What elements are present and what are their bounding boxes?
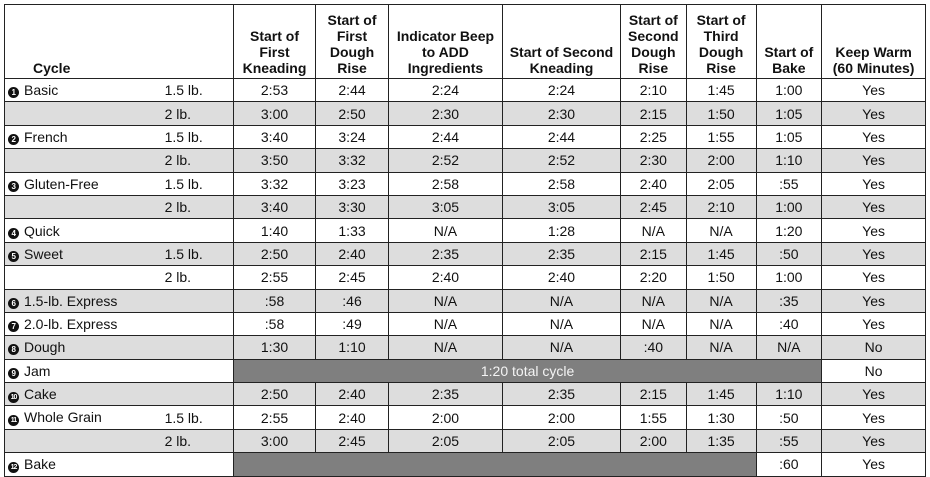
time-cell: 2:40 <box>620 172 686 195</box>
cycle-name-cell <box>5 359 162 382</box>
time-cell: 1:10 <box>756 383 822 406</box>
time-cell: 1:45 <box>686 242 756 265</box>
loaf-size-cell: 1.5 lb. <box>162 406 234 429</box>
cycle-name: Basic <box>24 82 59 99</box>
table-row <box>5 149 926 172</box>
table-row <box>5 125 926 148</box>
keep-warm-cell: Yes <box>822 149 926 172</box>
time-cell: 2:45 <box>620 195 686 218</box>
time-cell: 2:58 <box>388 172 502 195</box>
cycle-name: Sweet <box>24 245 63 262</box>
cycle-name-cell <box>5 406 162 429</box>
loaf-size-cell: 2 lb. <box>162 102 234 125</box>
keep-warm-cell: No <box>822 359 926 382</box>
time-cell: 3:50 <box>233 149 315 172</box>
loaf-size-cell <box>162 289 234 312</box>
time-cell: 3:05 <box>388 195 502 218</box>
time-cell: 1:30 <box>233 336 315 359</box>
header-start-third-dough-rise: Start of Third Dough Rise <box>686 5 756 79</box>
time-cell: 2:00 <box>620 429 686 452</box>
table-row <box>5 219 926 242</box>
time-cell: 2:05 <box>388 429 502 452</box>
time-cell: :50 <box>756 242 822 265</box>
time-cell: 3:40 <box>233 125 315 148</box>
time-cell: 2:40 <box>316 242 389 265</box>
cycle-name-cell <box>5 453 162 476</box>
cycle-number-badge: 12 <box>8 462 19 473</box>
time-cell: 2:55 <box>233 406 315 429</box>
loaf-size-cell: 2 lb. <box>162 266 234 289</box>
loaf-size-cell <box>162 453 234 476</box>
cycle-name-cell <box>5 336 162 359</box>
time-cell: 2:10 <box>686 195 756 218</box>
cycle-name-cell <box>5 195 162 218</box>
table-row <box>5 289 926 312</box>
table-row <box>5 453 926 476</box>
time-cell: 1:50 <box>686 102 756 125</box>
time-cell: 1:33 <box>316 219 389 242</box>
time-cell: 1:45 <box>686 79 756 102</box>
loaf-size-cell: 1.5 lb. <box>162 79 234 102</box>
cycle-name: 2.0-lb. Express <box>24 316 118 333</box>
time-cell: 1:05 <box>756 102 822 125</box>
table-row <box>5 312 926 335</box>
loaf-size-cell: 2 lb. <box>162 149 234 172</box>
cycle-name: Bake <box>24 455 56 472</box>
time-cell: 2:44 <box>388 125 502 148</box>
time-cell: 2:50 <box>233 242 315 265</box>
table-row <box>5 406 926 429</box>
time-cell: 3:32 <box>233 172 315 195</box>
time-cell: N/A <box>388 289 502 312</box>
cycle-number-badge: 4 <box>8 228 19 239</box>
cycle-name-cell <box>5 289 162 312</box>
header-row <box>5 5 926 79</box>
bake-cycle-table <box>4 4 926 477</box>
header-start-second-dough-rise: Start of Second Dough Rise <box>620 5 686 79</box>
time-cell: 2:05 <box>686 172 756 195</box>
header-start-second-kneading: Start of Second Kneading <box>502 5 620 79</box>
time-cell: N/A <box>502 289 620 312</box>
time-cell: :46 <box>316 289 389 312</box>
table-row <box>5 195 926 218</box>
time-cell: 1:10 <box>756 149 822 172</box>
cycle-number-badge: 1 <box>8 87 19 98</box>
time-cell: 1:00 <box>756 195 822 218</box>
header-keep-warm: Keep Warm (60 Minutes) <box>822 5 926 79</box>
keep-warm-cell: Yes <box>822 172 926 195</box>
cycle-name: Cake <box>24 385 57 402</box>
loaf-size-cell: 2 lb. <box>162 429 234 452</box>
time-cell: N/A <box>502 312 620 335</box>
time-cell: 3:30 <box>316 195 389 218</box>
time-cell: 1:30 <box>686 406 756 429</box>
time-cell: 1:55 <box>686 125 756 148</box>
cycle-number-badge: 2 <box>8 134 19 145</box>
time-cell: 2:00 <box>502 406 620 429</box>
time-cell: 3:05 <box>502 195 620 218</box>
time-cell: 2:52 <box>388 149 502 172</box>
time-cell: 3:00 <box>233 102 315 125</box>
time-cell: 1:05 <box>756 125 822 148</box>
time-cell: :40 <box>756 312 822 335</box>
time-cell: :58 <box>233 312 315 335</box>
time-cell: 3:32 <box>316 149 389 172</box>
time-cell: :35 <box>756 289 822 312</box>
time-cell: N/A <box>620 219 686 242</box>
cycle-number-badge: 8 <box>8 344 19 355</box>
loaf-size-cell <box>162 219 234 242</box>
keep-warm-cell: Yes <box>822 195 926 218</box>
time-cell: 2:05 <box>502 429 620 452</box>
time-cell: N/A <box>620 312 686 335</box>
cycle-name: Dough <box>24 339 66 356</box>
loaf-size-cell: 1.5 lb. <box>162 172 234 195</box>
time-cell: 3:23 <box>316 172 389 195</box>
time-cell: 2:58 <box>502 172 620 195</box>
cycle-number-badge: 3 <box>8 181 19 192</box>
table-row <box>5 266 926 289</box>
time-cell: 2:15 <box>620 383 686 406</box>
time-cell: 2:25 <box>620 125 686 148</box>
time-cell: :40 <box>620 336 686 359</box>
time-cell: 2:30 <box>620 149 686 172</box>
loaf-size-cell <box>162 336 234 359</box>
cycle-name-cell <box>5 383 162 406</box>
cycle-name: French <box>24 128 68 145</box>
cycle-number-badge: 7 <box>8 321 19 332</box>
time-cell: 2:40 <box>502 266 620 289</box>
keep-warm-cell: Yes <box>822 102 926 125</box>
time-cell: N/A <box>686 336 756 359</box>
keep-warm-cell: Yes <box>822 125 926 148</box>
time-cell: 2:30 <box>502 102 620 125</box>
cycle-name: Gluten-Free <box>24 175 99 192</box>
keep-warm-cell: Yes <box>822 429 926 452</box>
header-cycle: Cycle <box>5 5 234 79</box>
table-row <box>5 383 926 406</box>
time-cell: 1:35 <box>686 429 756 452</box>
time-cell: N/A <box>686 219 756 242</box>
time-cell: 2:35 <box>388 383 502 406</box>
table-row <box>5 79 926 102</box>
time-cell: N/A <box>686 289 756 312</box>
time-cell: 1:00 <box>756 266 822 289</box>
merged-cycle-cell <box>233 453 756 476</box>
time-cell: 2:44 <box>502 125 620 148</box>
keep-warm-cell: Yes <box>822 406 926 429</box>
time-cell: 2:50 <box>316 102 389 125</box>
table-row <box>5 429 926 452</box>
cycle-number-badge: 10 <box>8 392 19 403</box>
time-cell: 2:10 <box>620 79 686 102</box>
loaf-size-cell <box>162 383 234 406</box>
time-cell: N/A <box>620 289 686 312</box>
cycle-number-badge: 5 <box>8 251 19 262</box>
keep-warm-cell: Yes <box>822 312 926 335</box>
time-cell: 2:30 <box>388 102 502 125</box>
merged-cycle-cell: 1:20 total cycle <box>233 359 821 382</box>
header-start-first-kneading: Start of First Kneading <box>233 5 315 79</box>
time-cell: :55 <box>756 429 822 452</box>
keep-warm-cell: No <box>822 336 926 359</box>
keep-warm-cell: Yes <box>822 242 926 265</box>
time-cell: 1:20 <box>756 219 822 242</box>
cycle-name: Jam <box>24 362 51 379</box>
cycle-name-cell <box>5 266 162 289</box>
loaf-size-cell: 2 lb. <box>162 195 234 218</box>
time-cell: 1:10 <box>316 336 389 359</box>
cycle-name-cell <box>5 79 162 102</box>
time-cell: 2:24 <box>388 79 502 102</box>
cycle-number-badge: 9 <box>8 368 19 379</box>
cycle-name-cell <box>5 429 162 452</box>
cycle-name-cell <box>5 219 162 242</box>
time-cell: 2:52 <box>502 149 620 172</box>
time-cell: 2:40 <box>316 406 389 429</box>
cycle-name-cell <box>5 125 162 148</box>
time-cell: N/A <box>502 336 620 359</box>
cycle-name: Whole Grain <box>24 409 102 426</box>
keep-warm-cell: Yes <box>822 219 926 242</box>
time-cell: N/A <box>388 219 502 242</box>
keep-warm-cell: Yes <box>822 289 926 312</box>
time-cell: 2:45 <box>316 266 389 289</box>
time-cell: 2:00 <box>388 406 502 429</box>
time-cell: 1:50 <box>686 266 756 289</box>
keep-warm-cell: Yes <box>822 383 926 406</box>
time-cell: :50 <box>756 406 822 429</box>
table-row <box>5 336 926 359</box>
time-cell: :60 <box>756 453 822 476</box>
time-cell: 2:45 <box>316 429 389 452</box>
keep-warm-cell: Yes <box>822 453 926 476</box>
table-row <box>5 359 926 382</box>
time-cell: 1:45 <box>686 383 756 406</box>
loaf-size-cell <box>162 359 234 382</box>
cycle-name-cell <box>5 172 162 195</box>
table-body <box>5 79 926 477</box>
time-cell: 2:35 <box>502 383 620 406</box>
time-cell: 2:15 <box>620 102 686 125</box>
loaf-size-cell: 1.5 lb. <box>162 125 234 148</box>
time-cell: N/A <box>686 312 756 335</box>
time-cell: 2:35 <box>502 242 620 265</box>
cycle-number-badge: 11 <box>8 415 19 426</box>
time-cell: 1:55 <box>620 406 686 429</box>
time-cell: 2:53 <box>233 79 315 102</box>
cycle-name-cell <box>5 312 162 335</box>
keep-warm-cell: Yes <box>822 79 926 102</box>
time-cell: 2:50 <box>233 383 315 406</box>
time-cell: N/A <box>388 336 502 359</box>
keep-warm-cell: Yes <box>822 266 926 289</box>
cycle-number-badge: 6 <box>8 298 19 309</box>
time-cell: 2:15 <box>620 242 686 265</box>
table-row <box>5 172 926 195</box>
time-cell: 1:28 <box>502 219 620 242</box>
time-cell: 2:35 <box>388 242 502 265</box>
header-indicator-beep: Indicator Beep to ADD Ingredients <box>388 5 502 79</box>
cycle-name: 1.5-lb. Express <box>24 292 118 309</box>
loaf-size-cell <box>162 312 234 335</box>
cycle-name-cell <box>5 149 162 172</box>
time-cell: 1:00 <box>756 79 822 102</box>
header-start-of-bake: Start of Bake <box>756 5 822 79</box>
time-cell: :58 <box>233 289 315 312</box>
loaf-size-cell: 1.5 lb. <box>162 242 234 265</box>
cycle-name-cell <box>5 102 162 125</box>
time-cell: 2:24 <box>502 79 620 102</box>
time-cell: N/A <box>756 336 822 359</box>
cycle-name-cell <box>5 242 162 265</box>
time-cell: 2:40 <box>316 383 389 406</box>
time-cell: 3:00 <box>233 429 315 452</box>
time-cell: 2:44 <box>316 79 389 102</box>
table-row <box>5 242 926 265</box>
time-cell: 2:55 <box>233 266 315 289</box>
time-cell: N/A <box>388 312 502 335</box>
time-cell: 2:20 <box>620 266 686 289</box>
table-row <box>5 102 926 125</box>
time-cell: 2:00 <box>686 149 756 172</box>
time-cell: 3:24 <box>316 125 389 148</box>
time-cell: 1:40 <box>233 219 315 242</box>
header-start-first-dough-rise: Start of First Dough Rise <box>316 5 389 79</box>
time-cell: 2:40 <box>388 266 502 289</box>
time-cell: :49 <box>316 312 389 335</box>
time-cell: 3:40 <box>233 195 315 218</box>
cycle-name: Quick <box>24 222 60 239</box>
time-cell: :55 <box>756 172 822 195</box>
